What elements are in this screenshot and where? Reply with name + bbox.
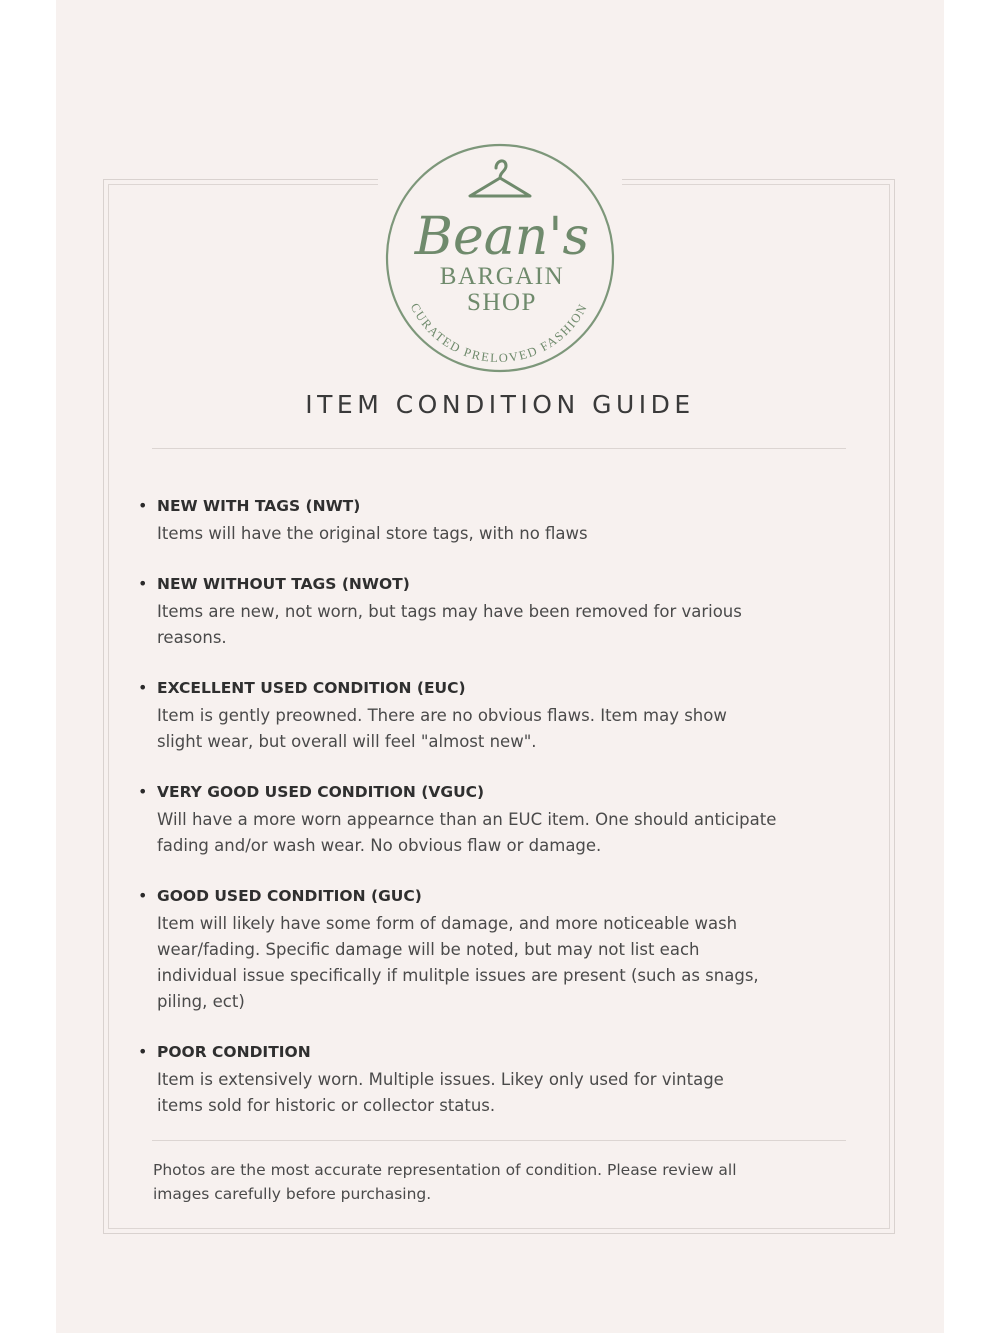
bullet: • [138,678,148,697]
description-line: Will have a more worn appearnce than an EUC item. One should anticipate [157,810,777,829]
page-title: ITEM CONDITION GUIDE [305,390,695,419]
condition-name: GOOD USED CONDITION (GUC) [157,887,422,905]
footer-note [153,1158,843,1206]
description-line: Items will have the original store tags, with no flaws [157,524,588,543]
condition-name: NEW WITH TAGS (NWT) [157,497,361,515]
bullet: • [138,886,148,905]
condition-name: VERY GOOD USED CONDITION (VGUC) [157,783,485,801]
description-line: wear/fading. Specific damage will be noted, but may not list each [157,940,700,959]
bullet: • [138,574,148,593]
divider-bottom [152,1140,846,1141]
description-line: slight wear, but overall will feel "almost new". [157,732,537,751]
condition-name: POOR CONDITION [157,1043,311,1061]
description-line: Item will likely have some form of damage, and more noticeable wash [157,914,738,933]
description-line: piling, ect) [157,992,245,1011]
condition-name: EXCELLENT USED CONDITION (EUC) [157,679,466,697]
footer-line: Photos are the most accurate representation of condition. Please review all [153,1161,737,1179]
bullet: • [138,496,148,515]
description-line: fading and/or wash wear. No obvious flaw or damage. [157,836,602,855]
condition-description [157,521,837,547]
divider-top [152,448,846,449]
description-line: Items are new, not worn, but tags may have been removed for various [157,602,742,621]
condition-name: NEW WITHOUT TAGS (NWOT) [157,575,410,593]
logo-brand-script: Bean's [414,207,590,267]
condition-description [157,807,837,859]
condition-description [157,911,837,1015]
logo-brand-line1: BARGAIN [439,263,565,290]
condition-description [157,1067,837,1119]
description-line: individual issue specifically if mulitple issues are present (such as snags, [157,966,759,985]
footer-line: images carefully before purchasing. [153,1185,432,1203]
bullet: • [138,782,148,801]
description-line: reasons. [157,628,227,647]
logo-tagline: CURATED PRELOVED FASHION [407,300,591,366]
condition-description [157,703,837,755]
logo-brand-line2: SHOP [467,289,537,316]
description-line: Item is extensively worn. Multiple issues. Likey only used for vintage [157,1070,724,1089]
condition-description [157,599,837,651]
shop-logo [378,138,622,378]
bullet: • [138,1042,148,1061]
description-line: items sold for historic or collector status. [157,1096,496,1115]
description-line: Item is gently preowned. There are no obvious flaws. Item may show [157,706,727,725]
